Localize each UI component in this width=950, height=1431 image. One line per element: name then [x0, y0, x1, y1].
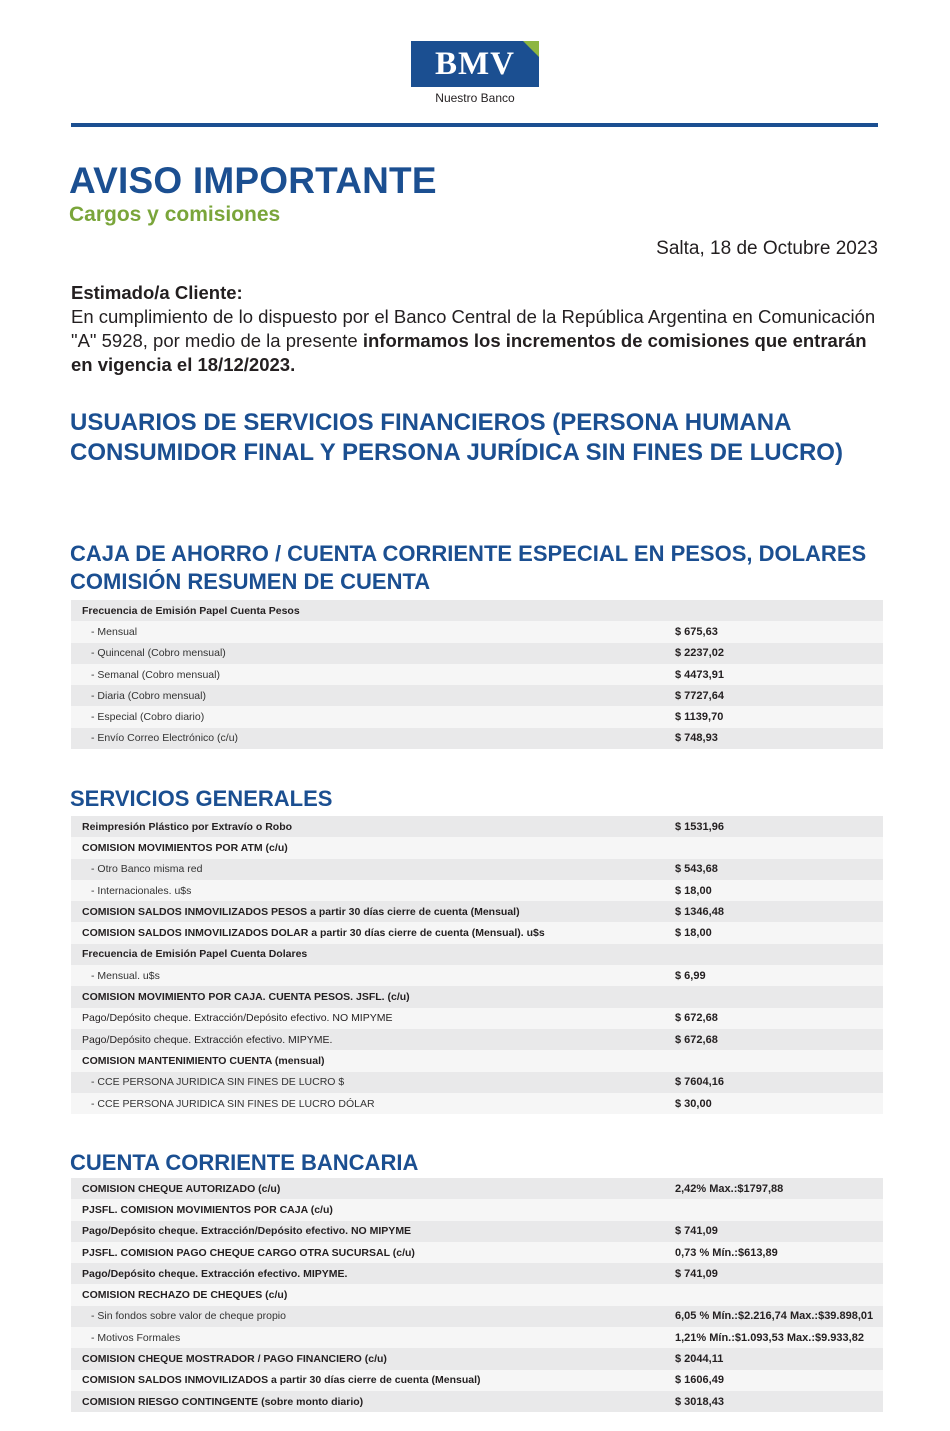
fee-row [71, 1199, 883, 1220]
fee-row [71, 664, 883, 685]
fee-row [71, 621, 883, 642]
fee-row [71, 859, 883, 880]
fee-value: $ 1139,70 [675, 711, 724, 724]
section-title-cuenta-corriente: CUENTA CORRIENTE BANCARIA [70, 1150, 419, 1175]
fee-label: Reimpresión Plástico por Extravío o Robo [82, 820, 293, 833]
fee-row [71, 1327, 883, 1348]
fee-label: COMISION RIESGO CONTINGENTE (sobre monto diario) [82, 1395, 364, 1408]
fee-row [71, 901, 883, 922]
fee-label: COMISION RECHAZO DE CHEQUES (c/u) [82, 1289, 288, 1302]
fee-value: 0,73 % Mín.:$613,89 [675, 1246, 778, 1259]
fee-row [71, 944, 883, 965]
fee-value: $ 675,63 [675, 625, 718, 638]
fee-row [71, 837, 883, 858]
fee-label: - Diaria (Cobro mensual) [91, 689, 206, 702]
fee-label: - CCE PERSONA JURIDICA SIN FINES DE LUCRO DÓLAR [91, 1097, 375, 1110]
fee-value: $ 1346,48 [675, 905, 724, 918]
fees-table-caja-ahorro [71, 600, 883, 749]
fee-value: 2,42% Max.:$1797,88 [675, 1182, 784, 1195]
fee-label: Frecuencia de Emisión Papel Cuenta Pesos [82, 604, 300, 617]
fee-label: - Mensual [91, 625, 138, 638]
fee-value: $ 3018,43 [675, 1395, 724, 1408]
fee-row [71, 1306, 883, 1327]
fee-row [71, 1093, 883, 1114]
fee-label: COMISION CHEQUE MOSTRADOR / PAGO FINANCIERO (c/u) [82, 1353, 387, 1366]
fee-label: Frecuencia de Emisión Papel Cuenta Dolares [82, 948, 308, 961]
fee-value: $ 543,68 [675, 863, 718, 876]
fee-label: COMISION MANTENIMIENTO CUENTA (mensual) [82, 1054, 325, 1067]
fee-row [71, 1370, 883, 1391]
fee-row [71, 816, 883, 837]
logo-corner-accent [523, 41, 539, 57]
fee-value: $ 741,09 [675, 1225, 718, 1238]
fee-label: PJSFL. COMISION PAGO CHEQUE CARGO OTRA SUCURSAL (c/u) [82, 1246, 415, 1259]
header-divider [71, 123, 878, 127]
notice-title: AVISO IMPORTANTE [69, 160, 437, 201]
fee-value: $ 4473,91 [675, 668, 724, 681]
fees-table-servicios-generales [71, 816, 883, 1114]
fee-label: - Otro Banco misma red [91, 863, 203, 876]
fee-row [71, 1029, 883, 1050]
fee-label: - Motivos Formales [91, 1331, 181, 1344]
fee-row [71, 600, 883, 621]
fee-row [71, 1284, 883, 1305]
fee-value: 1,21% Mín.:$1.093,53 Max.:$9.933,82 [675, 1331, 864, 1344]
fee-row [71, 685, 883, 706]
fee-value: $ 18,00 [675, 927, 712, 940]
fee-label: - Especial (Cobro diario) [91, 711, 205, 724]
fee-label: Pago/Depósito cheque. Extracción/Depósito efectivo. NO MIPYME [82, 1225, 412, 1238]
fee-value: 6,05 % Mín.:$2.216,74 Max.:$39.898,01 [675, 1310, 874, 1323]
main-heading: USUARIOS DE SERVICIOS FINANCIEROS (PERSONA HUMANA CONSUMIDOR FINAL Y PERSONA JURÍDICA SIN FINES DE LUCRO) [70, 409, 843, 466]
fee-row [71, 1242, 883, 1263]
logo-mark [411, 41, 539, 87]
logo-tagline: Nuestro Banco [435, 91, 515, 105]
fee-value: $ 6,99 [675, 969, 706, 982]
fee-row [71, 1008, 883, 1029]
fee-label: - CCE PERSONA JURIDICA SIN FINES DE LUCRO $ [91, 1076, 345, 1089]
fee-value: $ 2237,02 [675, 647, 724, 660]
section-title-caja-ahorro: CAJA DE AHORRO / CUENTA CORRIENTE ESPECIAL EN PESOS, DOLARES COMISIÓN RESUMEN DE CUENTA [70, 541, 867, 594]
fee-value: $ 672,68 [675, 1012, 718, 1025]
fee-value [675, 1199, 883, 1220]
fee-value: $ 30,00 [675, 1097, 712, 1110]
notice-date: Salta, 18 de Octubre 2023 [656, 238, 878, 259]
fee-value: $ 672,68 [675, 1033, 718, 1046]
fee-row [71, 1178, 883, 1199]
fee-row [71, 643, 883, 664]
fee-value: $ 2044,11 [675, 1353, 724, 1366]
fee-row [71, 922, 883, 943]
fee-row [71, 1221, 883, 1242]
fee-label: Pago/Depósito cheque. Extracción efectivo. MIPYME. [82, 1033, 333, 1046]
fee-row [71, 1348, 883, 1369]
fee-value: $ 1606,49 [675, 1374, 724, 1387]
fee-row [71, 986, 883, 1007]
fee-row [71, 706, 883, 727]
fee-label: - Mensual. u$s [91, 969, 160, 982]
section-title-servicios-generales: SERVICIOS GENERALES [70, 786, 333, 811]
fee-value [675, 944, 883, 965]
logo-name: BMV [435, 46, 515, 82]
intro-text: En cumplimiento de lo dispuesto por el Banco Central de la República Argentina en Comunicación "A" 5928, por medio de la presente [71, 306, 876, 351]
fee-value: $ 741,09 [675, 1267, 718, 1280]
fee-label: Pago/Depósito cheque. Extracción efectivo. MIPYME. [82, 1267, 348, 1280]
fee-label: COMISION MOVIMIENTOS POR ATM (c/u) [82, 841, 288, 854]
fee-value: $ 1531,96 [675, 820, 724, 833]
greeting: Estimado/a Cliente: [71, 282, 243, 303]
fee-label: - Sin fondos sobre valor de cheque propio [91, 1310, 286, 1323]
fee-label: - Envío Correo Electrónico (c/u) [91, 732, 239, 745]
fee-row [71, 1391, 883, 1412]
fee-row [71, 728, 883, 749]
fee-row [71, 965, 883, 986]
fee-label: COMISION SALDOS INMOVILIZADOS DOLAR a partir 30 días cierre de cuenta (Mensual). u$s [82, 927, 545, 940]
fee-value: $ 7604,16 [675, 1076, 724, 1089]
notice-subtitle: Cargos y comisiones [69, 203, 281, 226]
fee-value [675, 1284, 883, 1305]
fee-label: COMISION SALDOS INMOVILIZADOS a partir 30 días cierre de cuenta (Mensual) [82, 1374, 481, 1387]
fee-label: PJSFL. COMISION MOVIMIENTOS POR CAJA (c/u) [82, 1203, 333, 1216]
fee-label: COMISION MOVIMIENTO POR CAJA. CUENTA PESOS. JSFL. (c/u) [82, 991, 410, 1004]
fee-row [71, 880, 883, 901]
fee-value [675, 986, 883, 1007]
fee-label: - Internacionales. u$s [91, 884, 192, 897]
fee-value [675, 600, 883, 621]
fee-row [71, 1263, 883, 1284]
fee-value [675, 1050, 883, 1071]
fees-table-cuenta-corriente [71, 1178, 883, 1412]
fee-row [71, 1072, 883, 1093]
fee-label: COMISION CHEQUE AUTORIZADO (c/u) [82, 1182, 281, 1195]
fee-value: $ 748,93 [675, 732, 718, 745]
bank-logo [0, 41, 950, 105]
intro-bold-text: informamos los incrementos de comisiones que entrarán en vigencia el 18/12/2023. [71, 330, 867, 375]
fee-row [71, 1050, 883, 1071]
fee-value: $ 18,00 [675, 884, 712, 897]
intro-paragraph [71, 281, 881, 377]
fee-label: - Quincenal (Cobro mensual) [91, 647, 226, 660]
fee-label: COMISION SALDOS INMOVILIZADOS PESOS a partir 30 días cierre de cuenta (Mensual) [82, 905, 520, 918]
fee-label: - Semanal (Cobro mensual) [91, 668, 220, 681]
fee-label: Pago/Depósito cheque. Extracción/Depósito efectivo. NO MIPYME [82, 1012, 393, 1025]
fee-value: $ 7727,64 [675, 689, 724, 702]
fee-value [675, 837, 883, 858]
